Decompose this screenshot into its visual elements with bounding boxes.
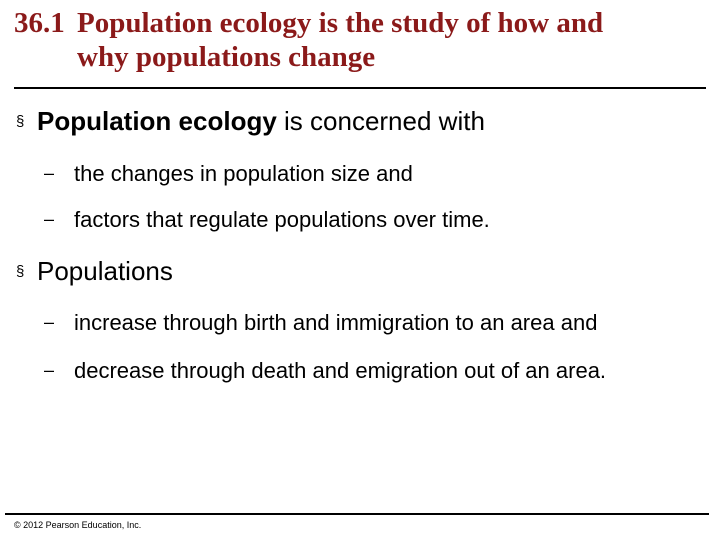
bullet-bold-term: Population ecology xyxy=(37,106,277,136)
square-bullet-icon: § xyxy=(16,113,25,130)
bullet-text: is concerned with xyxy=(276,106,485,136)
bullet-populations xyxy=(16,256,173,287)
copyright-notice: © 2012 Pearson Education, Inc. xyxy=(14,520,142,530)
title-line-1 xyxy=(14,6,714,40)
title-text-line-1: Population ecology is the study of how and xyxy=(77,7,604,39)
section-number: 36.1 xyxy=(14,7,65,39)
title-divider xyxy=(14,87,706,89)
sub-bullet-text: increase through birth and immigration to an area and xyxy=(74,310,598,335)
dash-bullet-icon: – xyxy=(44,360,55,380)
sub-bullet-decrease xyxy=(44,357,606,384)
dash-bullet-icon: – xyxy=(44,209,55,229)
bullet-population-ecology xyxy=(16,106,485,137)
dash-bullet-icon: – xyxy=(44,163,55,183)
footer-divider xyxy=(5,513,709,515)
square-bullet-icon: § xyxy=(16,263,25,280)
sub-bullet-text: the changes in population size and xyxy=(74,161,413,186)
sub-bullet-increase xyxy=(44,309,597,336)
sub-bullet-regulating-factors xyxy=(44,206,490,233)
dash-bullet-icon: – xyxy=(44,312,55,332)
sub-bullet-population-size xyxy=(44,160,413,187)
slide-title xyxy=(14,6,714,74)
bullet-text: Populations xyxy=(37,256,173,286)
title-text-line-2: why populations change xyxy=(77,41,376,73)
sub-bullet-text: decrease through death and emigration out of an area. xyxy=(74,358,607,383)
sub-bullet-text: factors that regulate populations over time. xyxy=(74,207,490,232)
